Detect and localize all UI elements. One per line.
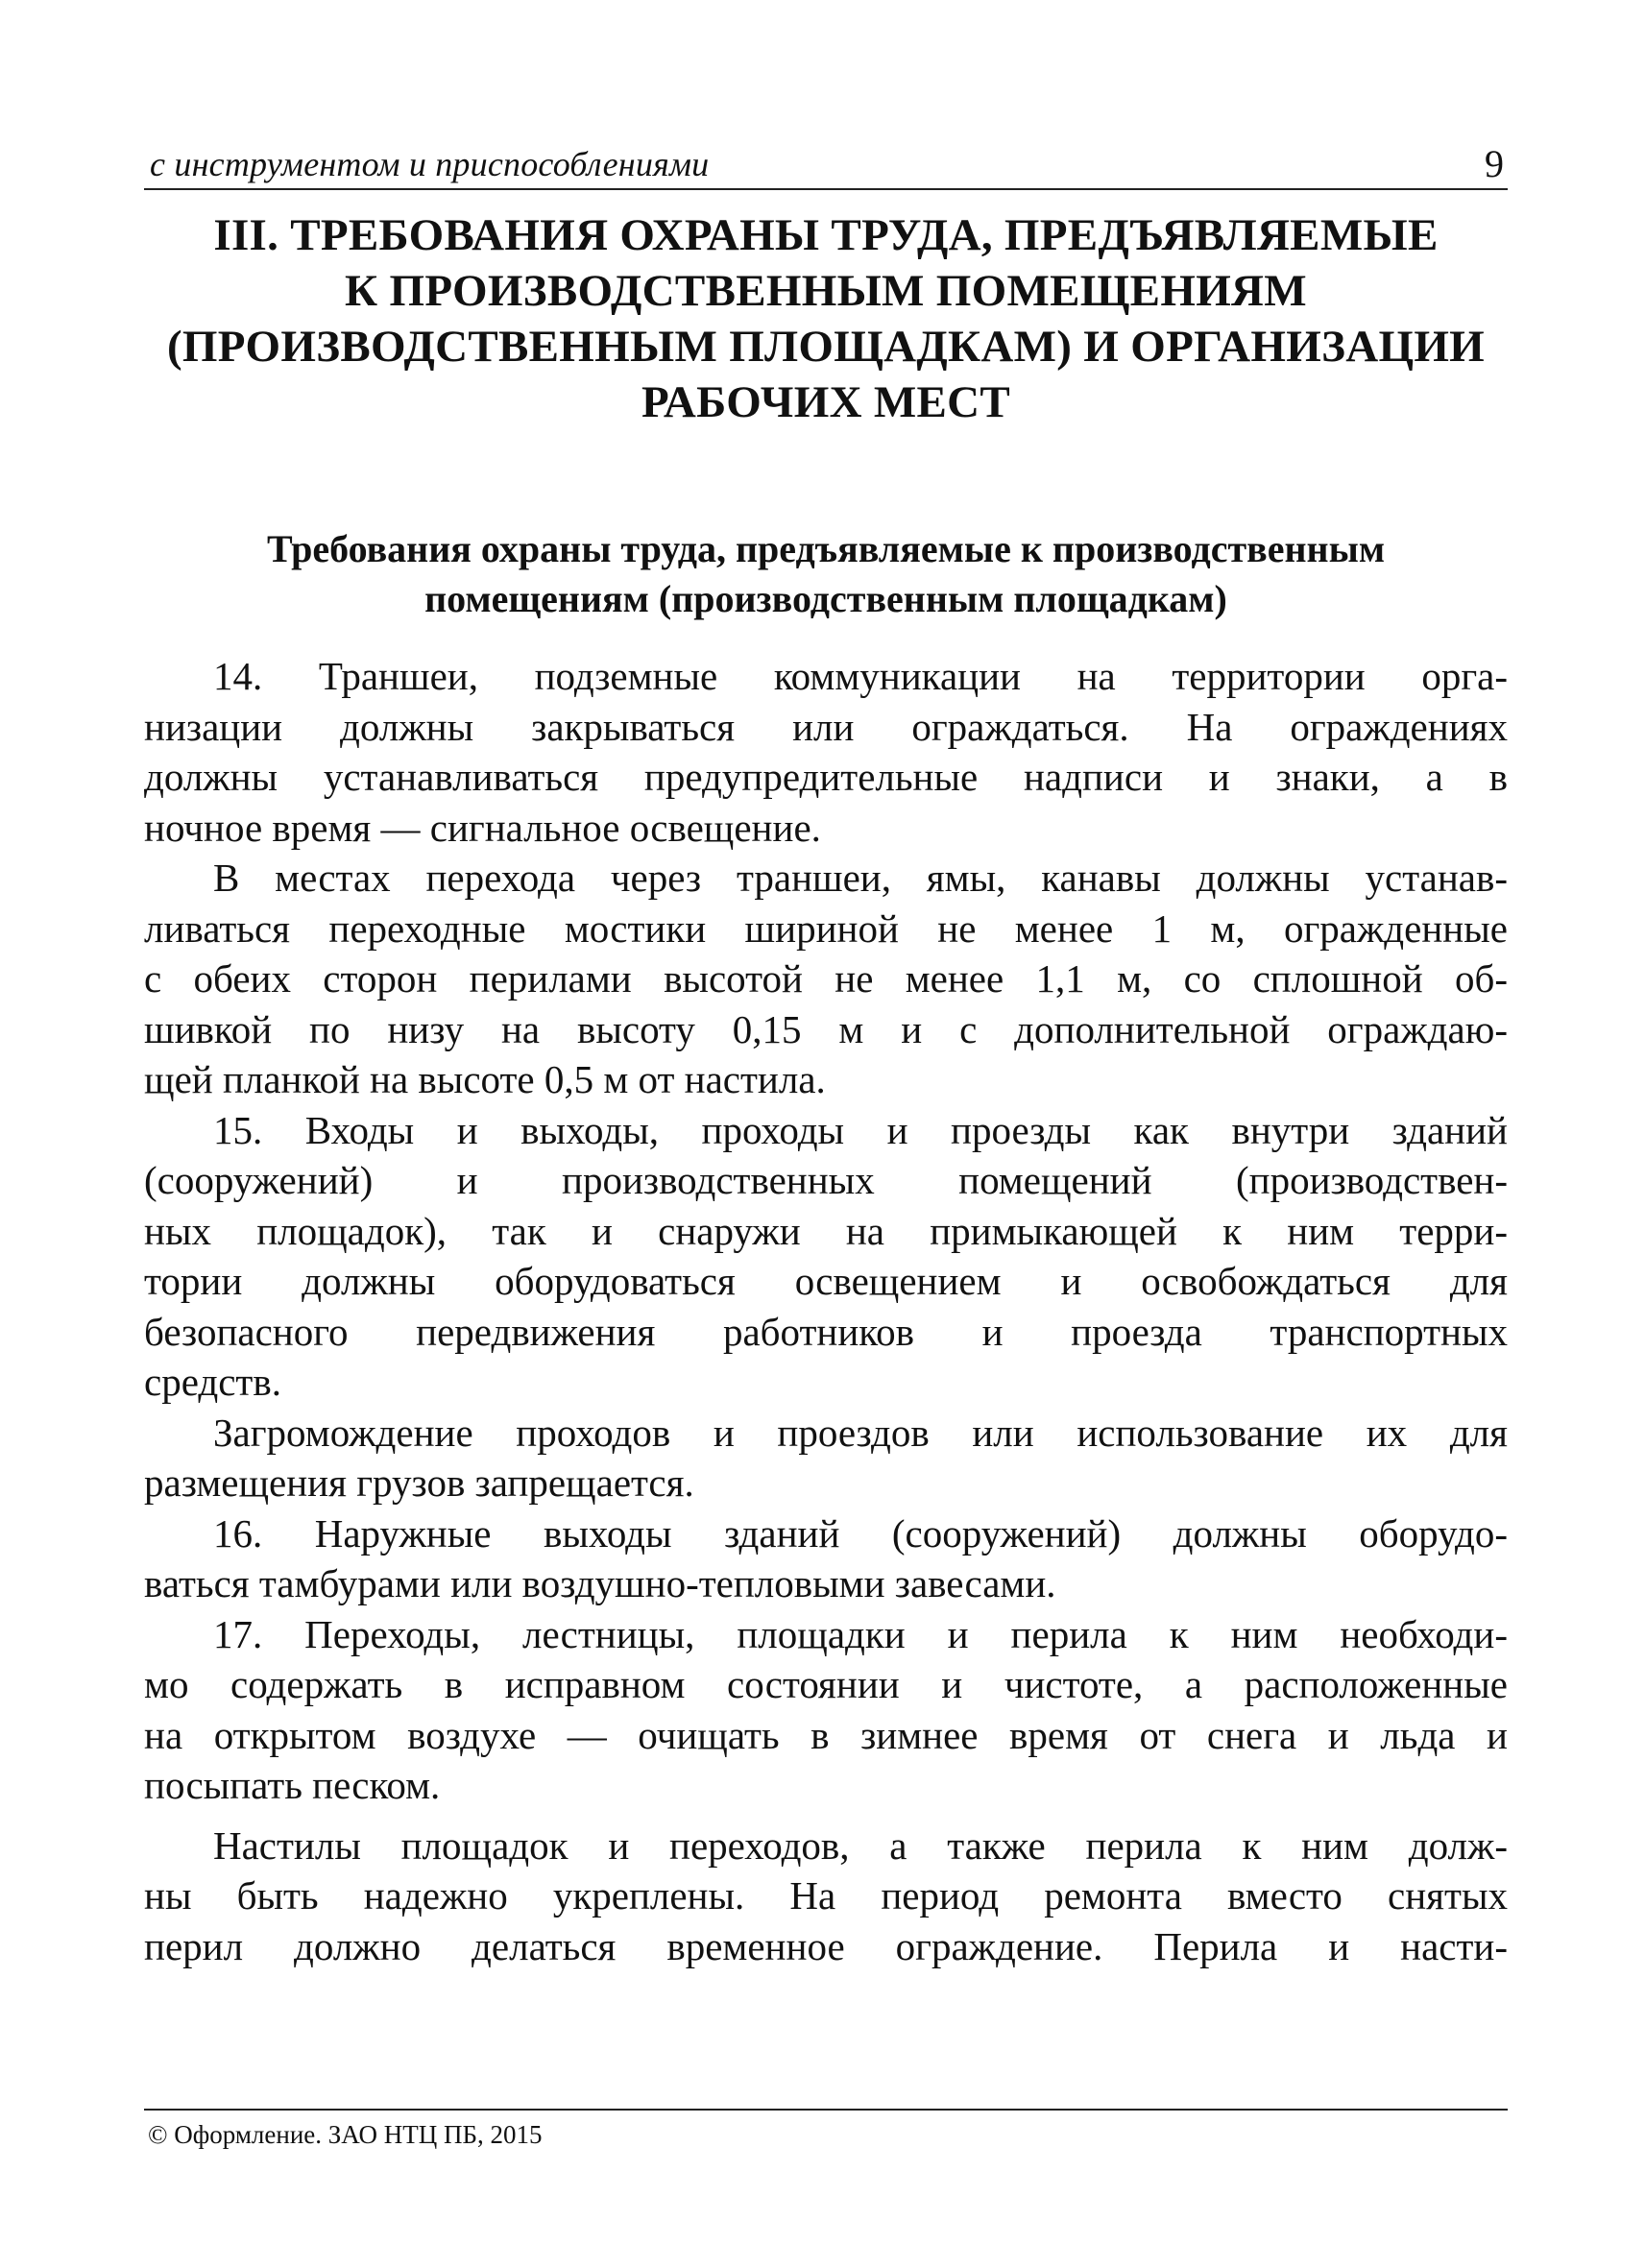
paragraph-flooring [144, 1821, 1508, 1972]
chapter-title-line: III. ТРЕБОВАНИЯ ОХРАНЫ ТРУДА, ПРЕДЪЯВЛЯЕМЫЕ [213, 210, 1439, 260]
section-title-line: Требования охраны труда, предъявляемые к производственным [266, 527, 1386, 570]
section-title-line: помещениям (производственным площадкам) [424, 577, 1227, 620]
paragraph-16 [144, 1508, 1508, 1609]
page-footer [144, 2109, 1508, 2150]
text-line: 15. Входы и выходы, проходы и проезды как внутри зданий [213, 1107, 1508, 1152]
text-line: средств. [144, 1360, 281, 1404]
text-line: ночное время — сигнальное освещение. [144, 805, 821, 850]
text-line: 14. Траншеи, подземные коммуникации на территории орга- [213, 654, 1508, 698]
chapter-title-line: РАБОЧИХ МЕСТ [641, 377, 1011, 427]
text-line: щей планкой на высоте 0,5 м от настила. [144, 1057, 826, 1101]
paragraph-17 [144, 1609, 1508, 1811]
text-line: перил должно делаться временное ограждение. Перила и насти- [144, 1923, 1508, 1968]
text-line: ны быть надежно укреплены. На период ремонта вместо снятых [144, 1873, 1508, 1918]
text-line: тории должны оборудоваться освещением и освобождаться для [144, 1259, 1508, 1303]
body-text [144, 651, 1508, 1971]
text-line: (сооружений) и производственных помещений (производствен- [144, 1158, 1508, 1202]
text-line: 16. Наружные выходы зданий (сооружений) должны оборудо- [213, 1510, 1508, 1556]
text-line: Настилы площадок и переходов, а также перила к ним долж- [213, 1822, 1508, 1868]
section-title [144, 524, 1508, 624]
text-line: ваться тамбурами или воздушно-тепловыми завесами. [144, 1561, 1056, 1605]
text-line: ных площадок), так и снаружи на примыкающей к ним терри- [144, 1208, 1508, 1253]
text-line: на открытом воздухе — очищать в зимнее время от снега и льда и [144, 1712, 1508, 1757]
text-line: посыпать песком. [144, 1763, 441, 1807]
text-line: Загромождение проходов и проездов или использование их для [213, 1410, 1508, 1455]
paragraph-15 [144, 1105, 1508, 1408]
chapter-title-line: (ПРОИЗВОДСТВЕННЫМ ПЛОЩАДКАМ) И ОРГАНИЗАЦИИ [166, 322, 1486, 372]
text-line: мо содержать в исправном состоянии и чистоте, а расположенные [144, 1662, 1508, 1706]
paragraph-14 [144, 651, 1508, 853]
text-line: безопасного передвижения работников и проезда транспортных [144, 1309, 1508, 1354]
text-line: должны устанавливаться предупредительные надписи и знаки, а в [144, 755, 1508, 799]
text-line: 17. Переходы, лестницы, площадки и перила к ним необходи- [213, 1611, 1508, 1656]
running-title: с инструментом и приспособлениями [150, 145, 710, 183]
page-number: 9 [1485, 142, 1504, 185]
text-line: шивкой по низу на высоту 0,15 м и с дополнительной ограждаю- [144, 1006, 1508, 1051]
paragraph-obstruction [144, 1408, 1508, 1508]
text-line: В местах перехода через траншеи, ямы, канавы должны устанав- [213, 856, 1508, 900]
text-line: низации должны закрываться или ограждаться. На ограждениях [144, 704, 1508, 749]
chapter-title [144, 207, 1508, 430]
text-line: с обеих сторон перилами высотой не менее 1,1 м, со сплошной об- [144, 956, 1508, 1001]
copyright-notice: © Оформление. ЗАО НТЦ ПБ, 2015 [148, 2120, 543, 2149]
running-head [144, 134, 1508, 190]
page [144, 134, 1508, 1971]
text-line: ливаться переходные мостики шириной не менее 1 м, огражденные [144, 905, 1508, 951]
text-line: размещения грузов запрещается. [144, 1460, 694, 1505]
paragraph-crossings [144, 853, 1508, 1105]
chapter-title-line: К ПРОИЗВОДСТВЕННЫМ ПОМЕЩЕНИЯМ [345, 266, 1307, 316]
